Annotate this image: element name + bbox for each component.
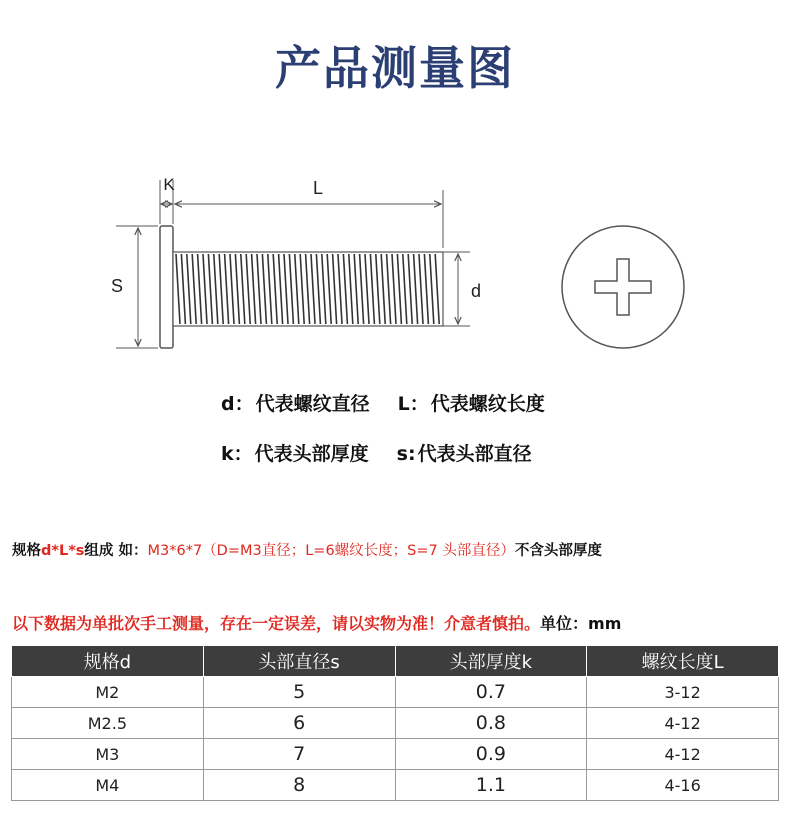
table-header-row xyxy=(12,646,779,677)
header-spec-d: 规格d xyxy=(12,646,204,677)
l-label: L xyxy=(312,178,324,198)
cell-thread-length: 4-16 xyxy=(587,770,779,801)
cell-thread-length: 4-12 xyxy=(587,708,779,739)
page-title: 产品测量图 xyxy=(275,41,515,95)
cell-head-thickness: 0.7 xyxy=(395,677,587,708)
spec-example: M3*6*7（D=M3直径；L=6螺纹长度；S=7 头部直径） xyxy=(147,543,515,559)
legend-s-symbol: s: xyxy=(396,443,416,465)
measurement-disclaimer: 以下数据为单批次手工测量，存在一定误差，请以实物为准！介意者慎拍。 xyxy=(12,614,541,633)
cell-spec: M3 xyxy=(12,739,204,770)
spec-prefix: 规格 xyxy=(12,543,41,559)
cell-head-thickness: 0.8 xyxy=(395,708,587,739)
spec-table xyxy=(11,645,779,801)
cell-head-thickness: 1.1 xyxy=(395,770,587,801)
legend-s-text: 代表头部直径 xyxy=(417,443,532,465)
legend-k-symbol: k： xyxy=(221,443,253,465)
legend-row-2 xyxy=(221,441,532,467)
header-thread-length-l: 螺纹长度L xyxy=(587,646,779,677)
cell-head-thickness: 0.9 xyxy=(395,739,587,770)
legend-d-symbol: d： xyxy=(221,393,254,415)
k-label: K xyxy=(163,175,175,194)
spec-middle: 组成 如： xyxy=(84,543,148,559)
d-label: d xyxy=(471,281,482,301)
table-row xyxy=(12,708,779,739)
s-label: S xyxy=(110,276,124,296)
screw-diagram xyxy=(0,160,790,370)
unit-label: 单位：mm xyxy=(540,614,622,633)
legend-k-text: 代表头部厚度 xyxy=(254,443,369,465)
cell-spec: M2 xyxy=(12,677,204,708)
header-head-diameter-s: 头部直径s xyxy=(203,646,395,677)
table-row xyxy=(12,677,779,708)
cell-thread-length: 3-12 xyxy=(587,677,779,708)
cell-thread-length: 4-12 xyxy=(587,739,779,770)
spec-formula: d*L*s xyxy=(41,543,85,559)
legend-d-text: 代表螺纹直径 xyxy=(255,393,370,415)
cell-spec: M2.5 xyxy=(12,708,204,739)
cell-head-diameter: 7 xyxy=(203,739,395,770)
legend-l-symbol: L： xyxy=(397,393,429,415)
legend-l-text: 代表螺纹长度 xyxy=(430,393,545,415)
screw-head xyxy=(160,226,173,348)
cell-head-diameter: 8 xyxy=(203,770,395,801)
measurement-note xyxy=(12,612,621,636)
table-row xyxy=(12,739,779,770)
cell-spec: M4 xyxy=(12,770,204,801)
table-row xyxy=(12,770,779,801)
legend-row-1 xyxy=(221,391,545,417)
header-head-thickness-k: 头部厚度k xyxy=(395,646,587,677)
spec-format-note xyxy=(12,540,602,562)
spec-suffix: 不含头部厚度 xyxy=(514,543,602,559)
cell-head-diameter: 5 xyxy=(203,677,395,708)
cell-head-diameter: 6 xyxy=(203,708,395,739)
